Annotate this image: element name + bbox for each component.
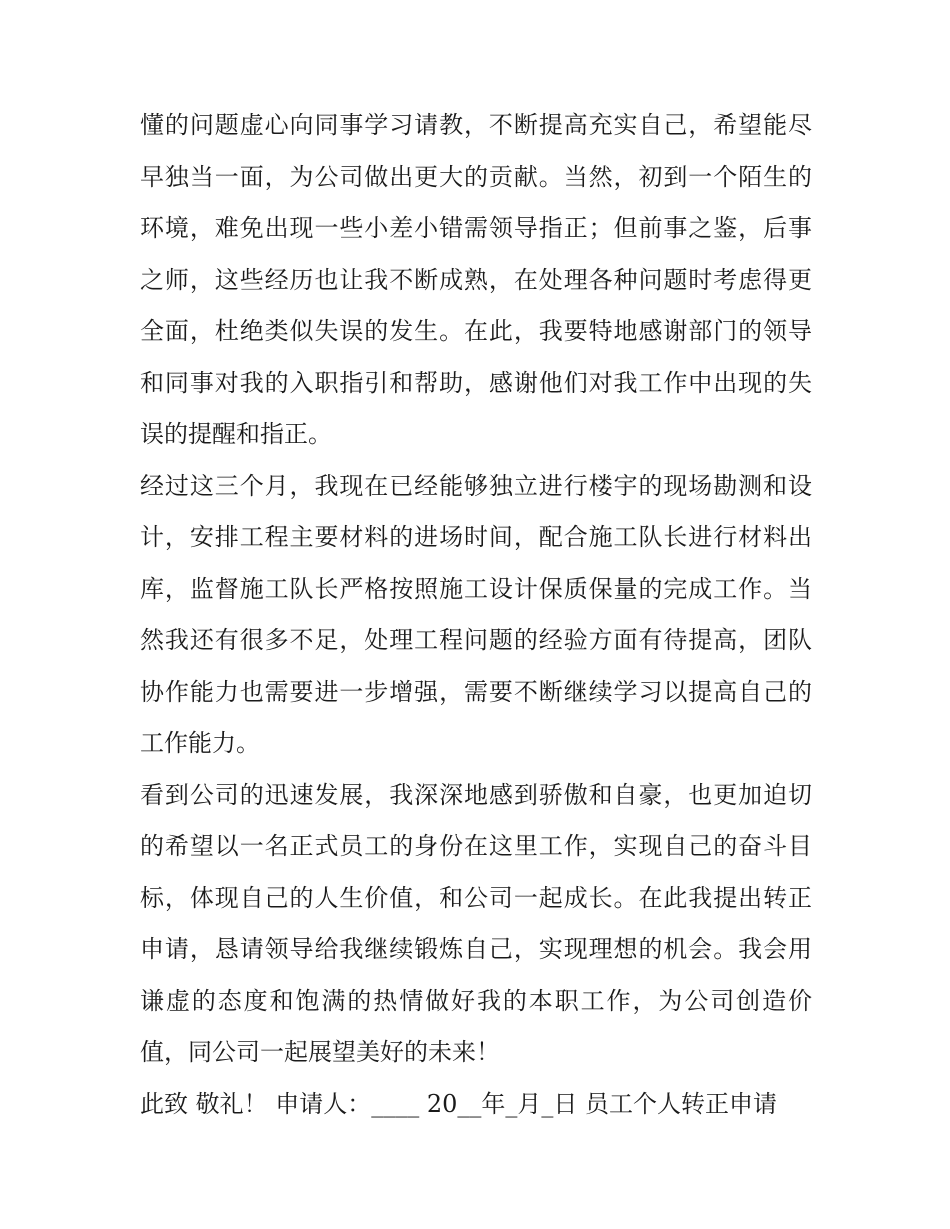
text-line: 然我还有很多不足，处理工程问题的经验方面有待提高，团队 — [140, 626, 812, 654]
text-line: 早独当一面，为公司做出更大的贡献。当然，初到一个陌生的 — [140, 162, 812, 191]
text-line: 谦虚的态度和饱满的热情做好我的本职工作，为公司创造价 — [140, 986, 812, 1015]
text-line: 懂的问题虚心向同事学习请教，不断提高充实自己，希望能尽 — [140, 111, 812, 139]
body-text — [140, 100, 812, 1130]
text-line: 标，体现自己的人生价值，和公司一起成长。在此我提出转正 — [140, 883, 812, 912]
text-line: 协作能力也需要进一步增强，需要不断继续学习以提高自己的 — [140, 677, 812, 706]
text-line: 申请，恳请领导给我继续锻炼自己，实现理想的机会。我会用 — [140, 935, 812, 963]
text-line: 库，监督施工队长严格按照施工设计保质保量的完成工作。当 — [140, 574, 812, 603]
text-line: 环境，难免出现一些小差小错需领导指正；但前事之鉴，后事 — [140, 214, 812, 242]
text-line: 和同事对我的入职指引和帮助，感谢他们对我工作中出现的失 — [140, 368, 812, 397]
text-line: 经过这三个月，我现在已经能够独立进行楼宇的现场勘测和设 — [140, 471, 812, 500]
text-line: 计，安排工程主要材料的进场时间，配合施工队长进行材料出 — [140, 523, 812, 551]
text-line: 全面，杜绝类似失误的发生。在此，我要特地感谢部门的领导 — [140, 317, 812, 345]
closing-line: 此致 敬礼！ 申请人：____ 20__年_月_日 员工个人转正申请 — [140, 1089, 778, 1118]
text-line: 的希望以一名正式员工的身份在这里工作，实现自己的奋斗目 — [140, 832, 812, 860]
text-line: 看到公司的迅速发展，我深深地感到骄傲和自豪，也更加迫切 — [140, 780, 812, 809]
text-line: 误的提醒和指正。 — [140, 420, 332, 448]
text-line: 工作能力。 — [140, 729, 260, 757]
text-line: 值，同公司一起展望美好的未来！ — [140, 1038, 500, 1066]
text-line: 之师，这些经历也让我不断成熟，在处理各种问题时考虑得更 — [140, 265, 812, 294]
